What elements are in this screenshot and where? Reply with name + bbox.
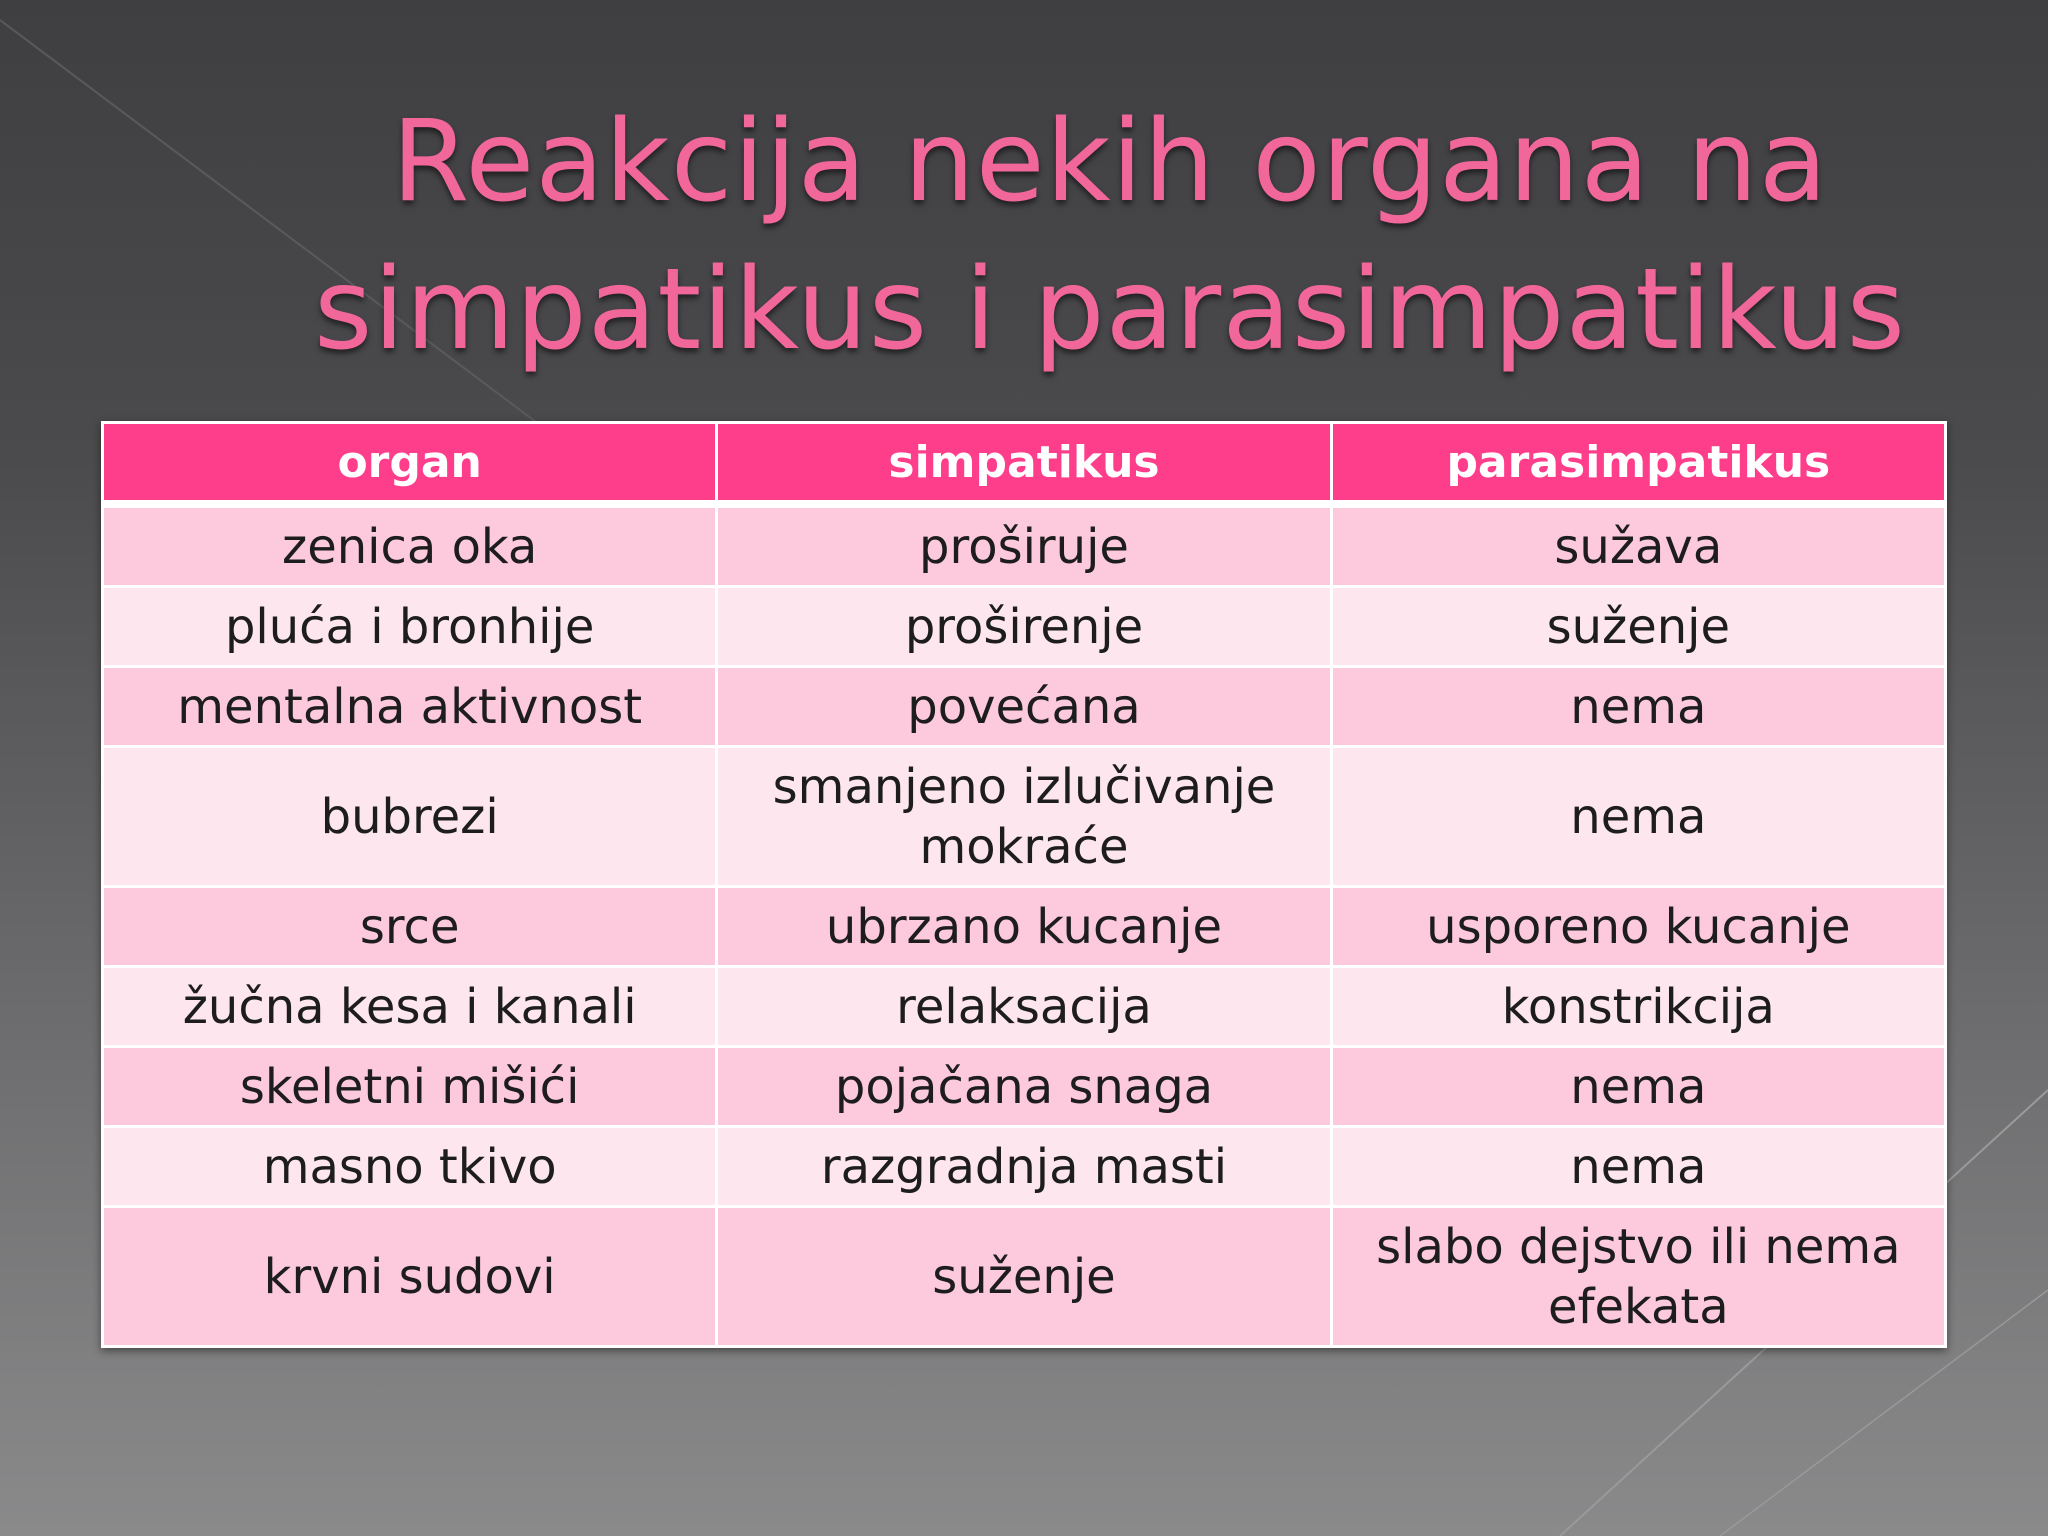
- cell-parasimpatikus: nema: [1331, 1047, 1945, 1127]
- cell-parasimpatikus: nema: [1331, 667, 1945, 747]
- table-row: [103, 1207, 1946, 1347]
- cell-organ: pluća i bronhije: [103, 587, 717, 667]
- table-header-row: [103, 423, 1946, 505]
- cell-organ: mentalna aktivnost: [103, 667, 717, 747]
- cell-simpatikus: razgradnja masti: [717, 1127, 1331, 1207]
- cell-organ: srce: [103, 887, 717, 967]
- cell-parasimpatikus: usporeno kucanje: [1331, 887, 1945, 967]
- header-organ: organ: [103, 423, 717, 505]
- header-simpatikus: simpatikus: [717, 423, 1331, 505]
- table-row: [103, 667, 1946, 747]
- slide-title-line-2: simpatikus i parasimpatikus: [314, 245, 1906, 375]
- comparison-table-container: [101, 421, 1947, 1348]
- cell-simpatikus: ubrzano kucanje: [717, 887, 1331, 967]
- cell-simpatikus: suženje: [717, 1207, 1331, 1347]
- table-row: [103, 587, 1946, 667]
- cell-parasimpatikus: slabo dejstvo ili nema efekata: [1331, 1207, 1945, 1347]
- table-row: [103, 747, 1946, 887]
- cell-simpatikus: relaksacija: [717, 967, 1331, 1047]
- cell-simpatikus: povećana: [717, 667, 1331, 747]
- cell-parasimpatikus: nema: [1331, 747, 1945, 887]
- cell-parasimpatikus: sužava: [1331, 504, 1945, 587]
- table-row: [103, 1127, 1946, 1207]
- cell-organ: zenica oka: [103, 504, 717, 587]
- cell-simpatikus: proširuje: [717, 504, 1331, 587]
- cell-organ: bubrezi: [103, 747, 717, 887]
- table-row: [103, 504, 1946, 587]
- table-row: [103, 1047, 1946, 1127]
- slide-title-line-1: Reakcija nekih organa na: [391, 97, 1829, 227]
- table-row: [103, 967, 1946, 1047]
- cell-organ: masno tkivo: [103, 1127, 717, 1207]
- cell-parasimpatikus: konstrikcija: [1331, 967, 1945, 1047]
- table-row: [103, 887, 1946, 967]
- slide-title: [220, 88, 2000, 384]
- cell-organ: žučna kesa i kanali: [103, 967, 717, 1047]
- cell-parasimpatikus: suženje: [1331, 587, 1945, 667]
- cell-simpatikus: smanjeno izlučivanje mokraće: [717, 747, 1331, 887]
- cell-simpatikus: pojačana snaga: [717, 1047, 1331, 1127]
- cell-organ: krvni sudovi: [103, 1207, 717, 1347]
- cell-simpatikus: proširenje: [717, 587, 1331, 667]
- header-parasimpatikus: parasimpatikus: [1331, 423, 1945, 505]
- cell-parasimpatikus: nema: [1331, 1127, 1945, 1207]
- comparison-table: [101, 421, 1947, 1348]
- cell-organ: skeletni mišići: [103, 1047, 717, 1127]
